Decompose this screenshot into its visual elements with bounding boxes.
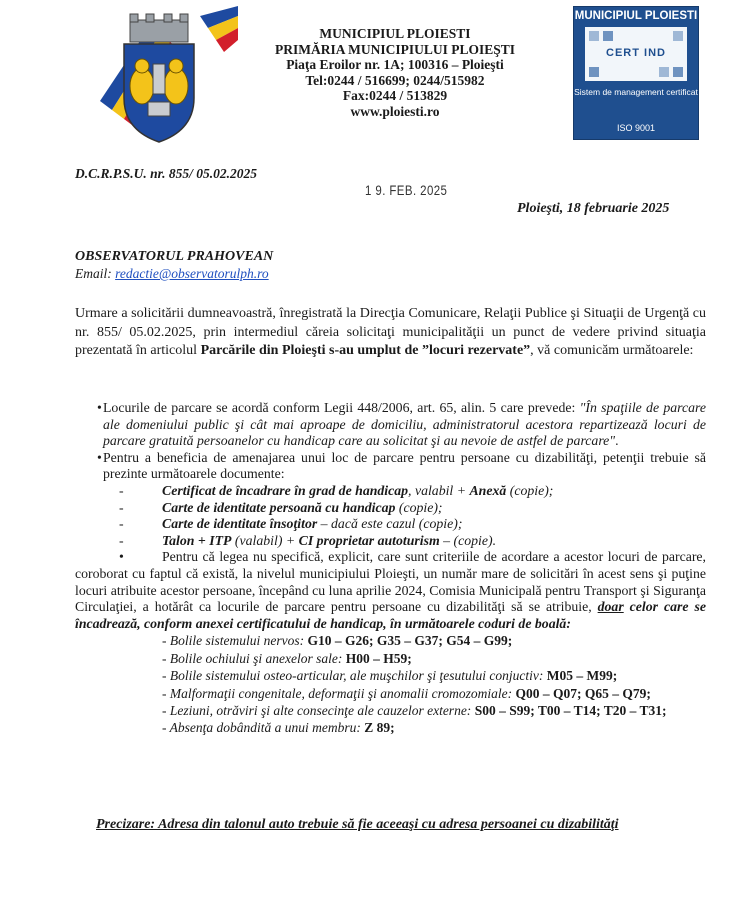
document-note: – dacă este cazul (copie); bbox=[317, 516, 463, 532]
dash-icon: - bbox=[119, 499, 124, 515]
badge-subtitle: Sistem de management certificat bbox=[574, 87, 698, 97]
dash-icon: - bbox=[119, 482, 124, 498]
document-item bbox=[75, 533, 706, 550]
document-note: , valabil + bbox=[408, 482, 470, 498]
recipient-email-link[interactable]: redactie@observatorulph.ro bbox=[115, 266, 269, 281]
intro-text: Urmare a solicitării dumneavoastră, înregistrată la Direcţia Comunicare, Relaţii Publice şi Situaţii de Urgenţă cu nr. 855/ 05.02.2025, prin intermediul căreia solicitaţi municipalităţii un punct de vedere privind situaţia prezentată în articolul bbox=[75, 306, 706, 358]
disease-code-item bbox=[75, 667, 706, 684]
document-name: Talon + ITP bbox=[162, 532, 232, 548]
document-note-extra: (copie); bbox=[506, 482, 554, 498]
disease-codes: Z 89; bbox=[364, 720, 395, 736]
disease-label: - Absenţa dobândită a unui membru: bbox=[162, 720, 365, 736]
disease-codes: Q00 – Q07; Q65 – Q79; bbox=[515, 685, 651, 701]
org-address: Piaţa Eroilor nr. 1A; 100316 – Ploieşti bbox=[286, 57, 504, 72]
org-website: www.ploiesti.ro bbox=[350, 103, 440, 119]
intro-paragraph bbox=[75, 305, 706, 361]
bullet-icon: • bbox=[97, 449, 102, 465]
criteria-bold: celor care se încadrează, conform anexei certificatului de handicap, în următoarele coduri de boală: bbox=[75, 599, 706, 631]
disease-label: - Malformaţii congenitale, deformaţii şi anomalii cromozomiale: bbox=[162, 685, 516, 701]
closing-note: Precizare: Adresa din talonul auto trebuie să fie aceeaşi cu adresa persoanei cu dizabilităţi bbox=[96, 817, 619, 832]
law-end: . bbox=[615, 433, 619, 449]
dash-icon: - bbox=[119, 532, 124, 548]
list-item-law bbox=[75, 400, 706, 450]
dash-icon: - bbox=[119, 516, 124, 532]
certification-badge bbox=[573, 6, 699, 140]
registration-number: D.C.R.P.S.U. nr. 855/ 05.02.2025 bbox=[75, 166, 258, 181]
org-phone: Tel:0244 / 516699; 0244/515982 bbox=[305, 72, 485, 88]
disease-code-item bbox=[75, 650, 706, 667]
content-list bbox=[75, 400, 706, 737]
badge-iso: ISO 9001 bbox=[616, 123, 656, 133]
document-name: Carte de identitate persoană cu handicap bbox=[162, 499, 396, 515]
disease-label: - Bolile sistemului nervos: bbox=[162, 633, 308, 649]
documents-intro: Pentru a beneficia de amenajarea unui loc de parcare pentru persoane cu dizabilităţi, petenţii trebuie să prezinte următoarele documente: bbox=[103, 449, 706, 482]
document-name: Carte de identitate însoţitor bbox=[162, 516, 318, 532]
received-date-stamp: 1 9. FEB. 2025 bbox=[365, 182, 448, 198]
city-coat-of-arms bbox=[90, 6, 240, 146]
law-quote: "În spaţiile de parcare ale domeniului public şi cât mai aproape de domiciliu, administratorul acestora repartizează locuri de parcare gratuită persoanelor cu handicap care au solicitat şi au nevoie de astfel de parcare" bbox=[103, 400, 707, 449]
document-item bbox=[75, 483, 706, 500]
document-note: (valabil) + bbox=[231, 532, 299, 548]
document-item bbox=[75, 500, 706, 517]
document-note: (copie); bbox=[395, 499, 443, 515]
letterhead bbox=[250, 26, 540, 119]
disease-code-item bbox=[75, 719, 706, 736]
disease-codes: S00 – S99; T00 – T14; T20 – T31; bbox=[474, 702, 667, 718]
document-item bbox=[75, 516, 706, 533]
article-title: Parcările din Ploieşti s-au umplut de ”locuri rezervate” bbox=[200, 343, 531, 358]
document-name-extra: CI proprietar autoturism bbox=[298, 532, 440, 548]
disease-codes: H00 – H59; bbox=[345, 650, 412, 666]
disease-code-item bbox=[75, 632, 706, 649]
criteria-text: Pentru că legea nu specifică, explicit, care sunt criteriile de acordare a acestor locuri de parcare, coroborat cu faptul că există, la nivelul municipiului Ploieşti, un număr mare de solicitări în acest sens şi puţine locuri atribuite acestor persoane, începând cu luna aprilie 2024, Comisia Municipală pentru Transport şi Siguranţa Circulaţiei, a hotărât ca locurile de parcare pentru persoane cu dizabilităţi să se atribuie, bbox=[75, 549, 706, 615]
email-label: Email: bbox=[75, 266, 116, 281]
list-item-documents bbox=[75, 450, 706, 483]
document-note-extra: – (copie). bbox=[439, 532, 497, 548]
place-and-date: Ploieşti, 18 februarie 2025 bbox=[517, 201, 670, 216]
list-item-criteria bbox=[75, 549, 706, 632]
badge-title: MUNICIPIUL PLOIESTI bbox=[574, 10, 698, 22]
disease-codes: G10 – G26; G35 – G37; G54 – G99; bbox=[307, 633, 513, 649]
certind-logo bbox=[585, 27, 687, 81]
intro-end: , vă comunicăm următoarele: bbox=[530, 343, 694, 358]
disease-code-item bbox=[75, 702, 706, 719]
recipient-email-line bbox=[75, 266, 269, 282]
disease-label: - Bolile ochiului şi anexelor sale: bbox=[162, 650, 346, 666]
recipient-name: OBSERVATORUL PRAHOVEAN bbox=[75, 249, 274, 264]
disease-label: - Bolile sistemului osteo-articular, ale muşchilor şi ţesutului conjuctiv: bbox=[162, 668, 547, 684]
document-name: Certificat de încadrare în grad de handicap bbox=[162, 482, 409, 498]
law-text: Locurile de parcare se acordă conform Legii 448/2006, art. 65, alin. 5 care prevede: bbox=[103, 400, 580, 415]
disease-code-item bbox=[75, 685, 706, 702]
bullet-icon: • bbox=[97, 400, 102, 415]
org-name: MUNICIPIUL PLOIESTI bbox=[319, 26, 471, 41]
document-name-extra: Anexă bbox=[469, 482, 507, 498]
certind-logo-text: CERT IND bbox=[606, 47, 666, 59]
criteria-emphasis: doar bbox=[597, 599, 624, 615]
disease-label: - Leziuni, otrăviri şi alte consecinţe ale cauzelor externe: bbox=[162, 702, 475, 718]
org-subname: PRIMĂRIA MUNICIPIULUI PLOIEŞTI bbox=[274, 41, 516, 57]
bullet-icon: • bbox=[119, 549, 124, 565]
disease-codes: M05 – M99; bbox=[546, 668, 618, 684]
org-fax: Fax:0244 / 513829 bbox=[342, 88, 448, 103]
